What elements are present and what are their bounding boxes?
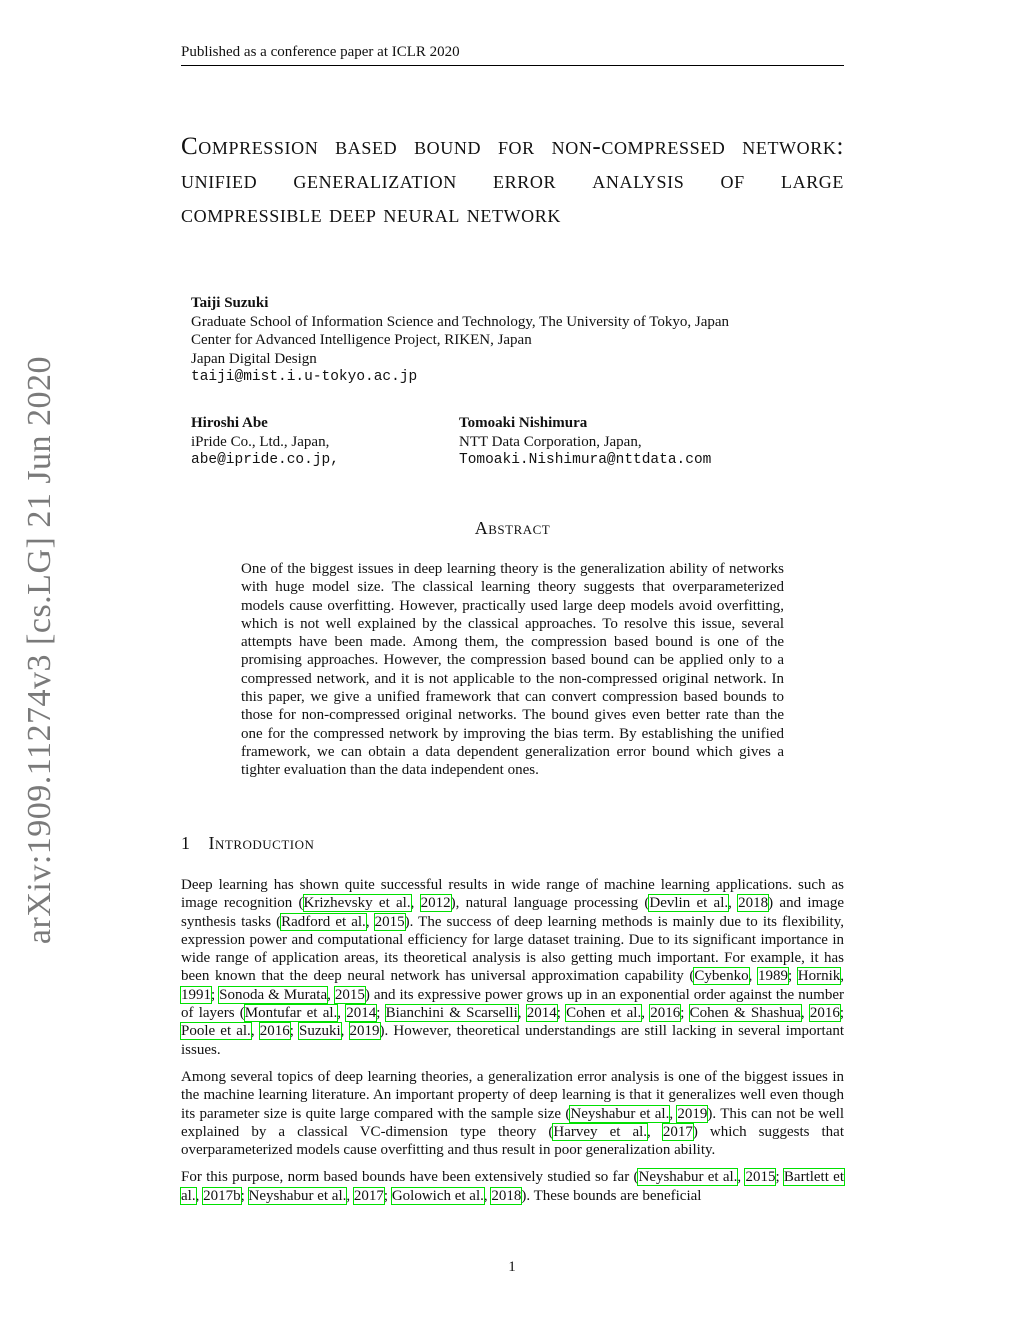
paragraph-text: ). This can not be well explained by a classical VC-dimension type theory (	[181, 1105, 845, 1140]
paragraph-text: ,	[195, 1187, 204, 1204]
citation-link[interactable]: 2016	[650, 1005, 681, 1022]
author-email[interactable]: Tomoaki.Nishimura@nttdata.com	[459, 452, 712, 468]
paragraph-text: Deep learning has shown quite successful results in wide range of machine learning applications. such as image recognition (	[181, 877, 844, 912]
citation-link[interactable]: 2015	[745, 1169, 776, 1186]
author-email[interactable]: taiji@mist.i.u-tokyo.ac.jp	[191, 369, 418, 385]
paragraph-text: ,	[250, 1023, 260, 1040]
paragraph-text: ,	[728, 895, 739, 912]
paragraph-text: ). These bounds are beneficial	[521, 1187, 702, 1204]
paragraph-text: ,	[748, 968, 758, 985]
paragraph-text: ,	[340, 1023, 350, 1040]
paragraph-text: ;	[680, 1005, 690, 1022]
paragraph-text: ,	[365, 913, 375, 930]
citation-link[interactable]: Neyshabur et al.	[570, 1105, 670, 1122]
author-name: Tomoaki Nishimura	[459, 415, 588, 431]
paragraph-text: ) which suggests that overparameterized models cause overfitting and thus result in poor generalization ability.	[181, 1123, 845, 1159]
paragraph-text: ,	[327, 986, 335, 1003]
citation-link[interactable]: 2017	[662, 1123, 693, 1140]
paragraph-text: ), natural language processing (	[450, 895, 650, 912]
citation-link[interactable]: 2016	[809, 1005, 840, 1022]
section-heading	[181, 833, 314, 854]
paragraph-text: ,	[346, 1187, 354, 1204]
paragraph-text: ). The success of deep learning methods is mainly due to its flexibility, expression power and computational efficiency for large dataset training. Due to its significant importance in wide range of application areas, its theoretical analysis is also getting much important. For example, it has been known that the deep neural network has universal approximation capability (	[181, 913, 845, 985]
citation-link[interactable]: 2019	[677, 1105, 708, 1122]
paragraph-text: ) and its expressive power grows up in an exponential order against the number of layers (	[181, 986, 844, 1022]
author-name: Taiji Suzuki	[191, 295, 269, 311]
paragraph-text: ,	[840, 968, 845, 985]
paragraph-text: ). However, theoretical understandings are still lacking in several important issues.	[181, 1023, 845, 1058]
citation-link[interactable]: Cohen & Shashua	[689, 1005, 801, 1022]
paragraph	[181, 1068, 844, 1159]
paragraph	[181, 1168, 844, 1205]
paragraph-text: ;	[289, 1023, 299, 1040]
citation-link[interactable]: Cohen et al.	[566, 1005, 642, 1022]
author-affiliation: iPride Co., Ltd., Japan,	[191, 433, 330, 450]
citation-link[interactable]: Bianchini & Scarselli	[385, 1005, 518, 1022]
citation-link[interactable]: 2018	[738, 895, 769, 912]
paragraph-text: ,	[737, 1169, 746, 1186]
arxiv-identifier: arXiv:1909.11274v3 [cs.LG] 21 Jun 2020	[21, 355, 58, 945]
citation-link[interactable]: Montufar et al.	[244, 1005, 338, 1022]
paragraph-text: ;	[240, 1187, 249, 1204]
author-affiliation: Japan Digital Design	[191, 350, 317, 367]
running-header: Published as a conference paper at ICLR 2020	[181, 44, 844, 66]
author-affiliation: Center for Advanced Intelligence Project, RIKEN, Japan	[191, 332, 532, 348]
paragraph-text: ,	[647, 1123, 663, 1140]
abstract-text: One of the biggest issues in deep learning theory is the generalization ability of networks with huge model size. The classical learning theory suggests that overparameterized models cause overfitting. However, practically used large deep models avoid overfitting, which is not well explained by the classical approaches. To resolve this issue, several attempts have been made. Among them, the compression based bound is one of the promising approaches. However, the compression based bound can be applied only to a compressed network, and it is not applicable to the non-compressed original network. In this paper, we give a unified framework that can convert compression based bounds to those for non-compressed original networks. The bound gives even better rate than the one for the compressed network by improving the bias term. By establishing the unified framework, we can obtain a data dependent generalization error bound which gives a tighter evaluation than the data independent ones.	[241, 561, 784, 779]
author-block-second	[191, 414, 431, 470]
citation-link[interactable]: 2015	[374, 913, 405, 930]
citation-link[interactable]: Suzuki	[298, 1023, 341, 1040]
citation-link[interactable]: 2019	[349, 1023, 380, 1040]
citation-link[interactable]: Neyshabur et al.	[248, 1187, 347, 1204]
citation-link[interactable]: 2017b	[203, 1187, 241, 1204]
citation-link[interactable]: 2015	[334, 986, 365, 1003]
paragraph-text: ;	[775, 1169, 784, 1186]
paragraph-text: ) and image synthesis tasks (	[181, 895, 845, 930]
paragraph-text: ,	[483, 1187, 492, 1204]
citation-link[interactable]: 2012	[420, 895, 451, 912]
author-affiliation: NTT Data Corporation, Japan,	[459, 433, 642, 450]
paragraph-text: ,	[410, 895, 421, 912]
citation-link[interactable]: Cybenko	[694, 968, 749, 985]
paragraph-text: ,	[641, 1005, 651, 1022]
paragraph-text: ;	[383, 1187, 392, 1204]
citation-link[interactable]: Bartlett et al.	[181, 1169, 844, 1204]
author-email[interactable]: abe@ipride.co.jp,	[191, 452, 339, 468]
author-affiliation: Graduate School of Information Science and Technology, The University of Tokyo, Japan	[191, 313, 730, 330]
paragraph-text: For this purpose, norm based bounds have been extensively studied so far (	[181, 1169, 639, 1186]
author-block-third	[459, 414, 779, 470]
citation-link[interactable]: Poole et al.	[181, 1023, 251, 1040]
introduction-body	[181, 876, 844, 1214]
paragraph-text: ,	[337, 1005, 347, 1022]
paragraph-text: ;	[376, 1005, 386, 1022]
citation-link[interactable]: Devlin et al.	[649, 895, 729, 912]
citation-link[interactable]: Neyshabur et al.	[638, 1169, 738, 1186]
citation-link[interactable]: Golowich et al.	[391, 1187, 484, 1204]
citation-link[interactable]: Hornik	[797, 968, 841, 985]
paper-title: Compression based bound for non-compressed network: unified generalization error analysis of large compressible deep neural network	[181, 133, 844, 228]
page-number: 1	[508, 1259, 516, 1275]
section-number: 1	[181, 833, 191, 853]
citation-link[interactable]: 1991	[181, 986, 211, 1003]
citation-link[interactable]: Krizhevsky et al.	[303, 895, 411, 912]
paragraph-text: ;	[556, 1005, 567, 1022]
citation-link[interactable]: Harvey et al.	[553, 1123, 648, 1140]
author-block-primary	[191, 294, 811, 387]
citation-link[interactable]: 2014	[526, 1005, 557, 1022]
paragraph-text: ,	[669, 1105, 678, 1122]
citation-link[interactable]: 2017	[353, 1187, 384, 1204]
section-title: Introduction	[208, 833, 315, 853]
citation-link[interactable]: 2018	[491, 1187, 522, 1204]
arxiv-sidebar	[0, 0, 80, 1325]
paragraph-text: ;	[839, 1005, 845, 1022]
citation-link[interactable]: 2016	[259, 1023, 290, 1040]
abstract-heading: Abstract	[474, 518, 551, 538]
paragraph-text: Among several topics of deep learning theories, a generalization error analysis is one of the biggest issues in the machine learning literature. An important property of deep learning is that it generalizes well even though its parameter size is quite large compared with the sample size (	[181, 1068, 844, 1122]
citation-link[interactable]: 2014	[346, 1005, 377, 1022]
citation-link[interactable]: Radford et al.	[281, 913, 366, 930]
paragraph	[181, 876, 844, 1059]
paragraph-text: ,	[517, 1005, 527, 1022]
author-name: Hiroshi Abe	[191, 415, 268, 431]
paragraph-text: ;	[211, 986, 220, 1003]
paragraph-text: ;	[787, 968, 798, 985]
citation-link[interactable]: 1989	[757, 968, 788, 985]
paragraph-text: ,	[800, 1005, 810, 1022]
citation-link[interactable]: Sonoda & Murata	[219, 986, 328, 1003]
